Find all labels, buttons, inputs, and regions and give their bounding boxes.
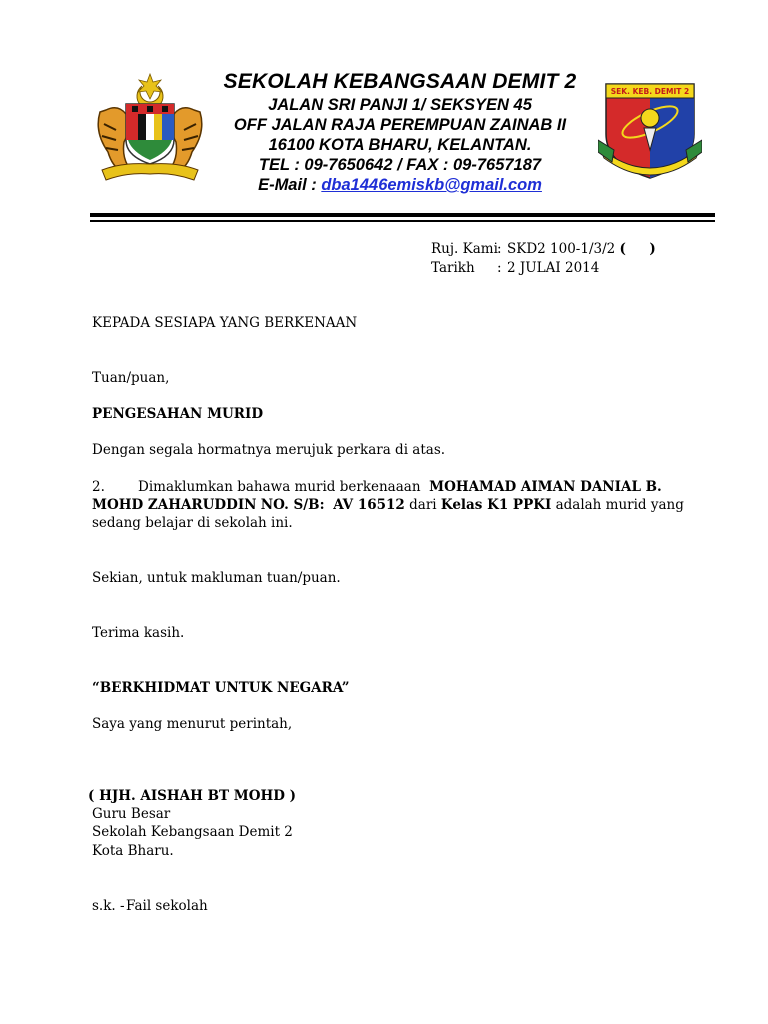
malaysia-coat-of-arms-logo (92, 72, 208, 188)
ruj-label: Ruj. Kami (431, 241, 498, 257)
paragraph-2 (92, 478, 692, 532)
ruj-value: SKD2 100-1/3/2 (507, 241, 616, 257)
dari-text: dari (409, 497, 437, 513)
address-line-1: JALAN SRI PANJI 1/ SEKSYEN 45 (268, 96, 532, 114)
email-line (200, 176, 600, 195)
ruj-bracket: ( ) (619, 241, 656, 257)
signatory-school: Sekolah Kebangsaan Demit 2 (92, 824, 293, 840)
date-colon: : (497, 260, 502, 276)
student-name: MOHAMAD AIMAN DANIAL B. MOHD ZAHARUDDIN (92, 479, 662, 513)
paragraph-number: 2. (92, 479, 105, 495)
paragraph-2-text-2: adalah murid yang sedang belajar di sekolah ini. (92, 497, 684, 531)
sb-label: NO. S/B: (260, 497, 325, 513)
sb-number: AV 16512 (333, 497, 405, 513)
email-link[interactable]: dba1446emiskb@gmail.com (321, 176, 542, 194)
yours-faithfully: Saya yang menurut perintah, (92, 716, 293, 732)
email-label: E-Mail : (258, 176, 322, 194)
cc-label: s.k. - (92, 898, 125, 914)
school-name: SEKOLAH KEBANGSAAN DEMIT 2 (223, 70, 577, 93)
school-crest-logo (598, 78, 702, 184)
letterhead-divider-thick (90, 213, 715, 217)
date-value: 2 JULAI 2014 (507, 260, 600, 276)
salutation: Tuan/puan, (92, 370, 170, 386)
ruj-colon: : (497, 241, 502, 257)
motto: “BERKHIDMAT UNTUK NEGARA” (92, 680, 350, 696)
letterhead-divider-thin (90, 220, 715, 222)
thanks-line: Terima kasih. (92, 625, 185, 641)
signatory-city: Kota Bharu. (92, 843, 174, 859)
class-name: Kelas K1 PPKI (440, 497, 552, 513)
addressee: KEPADA SESIAPA YANG BERKENAAN (92, 315, 358, 331)
crest-banner-text: SEK. KEB. DEMIT 2 (610, 87, 690, 96)
address-line-3: 16100 KOTA BHARU, KELANTAN. (268, 136, 532, 154)
ruj-value-line (507, 240, 656, 258)
date-label: Tarikh (431, 260, 475, 276)
address-line-2: OFF JALAN RAJA PEREMPUAN ZAINAB II (233, 116, 567, 134)
cc-value: Fail sekolah (126, 898, 208, 914)
signatory-name: ( HJH. AISHAH BT MOHD ) (88, 788, 297, 804)
signatory-title: Guru Besar (92, 806, 171, 822)
subject-heading: PENGESAHAN MURID (92, 406, 264, 422)
closing-line: Sekian, untuk makluman tuan/puan. (92, 570, 341, 586)
paragraph-2-text-1: Dimaklumkan bahawa murid berkenaaan (138, 479, 421, 495)
opening-paragraph: Dengan segala hormatnya merujuk perkara di atas. (92, 442, 446, 458)
phone-fax: TEL : 09-7650642 / FAX : 09-7657187 (258, 156, 542, 174)
